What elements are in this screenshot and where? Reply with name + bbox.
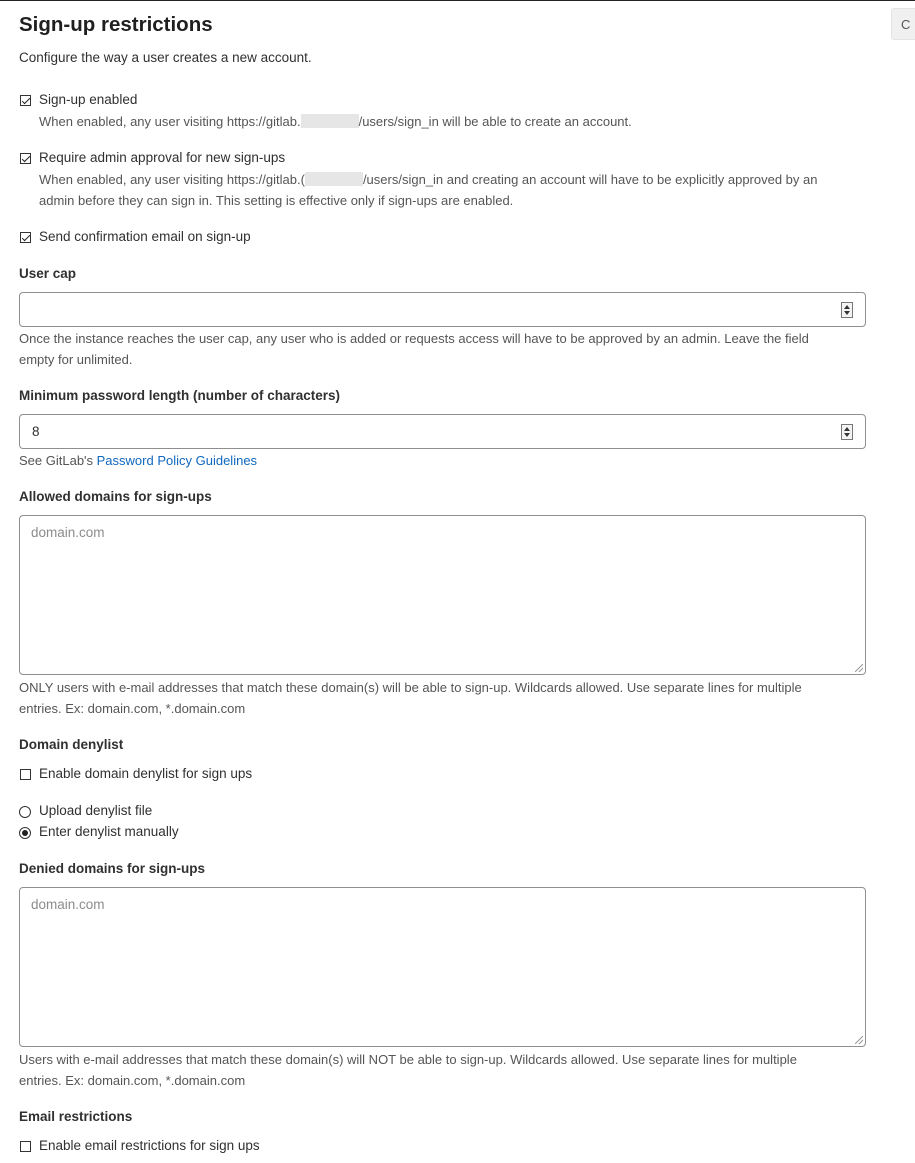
denylist-enable-label[interactable]: Enable domain denylist for sign ups [39,766,253,781]
spinner-down-icon[interactable] [844,311,850,315]
manual-denylist-radio[interactable] [19,827,31,839]
signup-enabled-label[interactable]: Sign-up enabled [39,92,138,107]
redacted-host [305,172,363,186]
allowed-domains-help-line2: entries. Ex: domain.com, *.domain.com [19,701,246,716]
spinner-up-icon[interactable] [844,305,850,309]
admin-approval-help [39,169,818,190]
email-restrictions-label: Email restrictions [19,1109,133,1124]
signup-enabled-checkbox[interactable] [20,95,31,106]
email-restrictions-enable-label[interactable]: Enable email restrictions for sign ups [39,1138,260,1153]
admin-approval-checkbox[interactable] [20,153,31,164]
allowed-domains-help: ONLY users with e-mail addresses that match these domain(s) will be able to sign-up. Wildcards allowed. Use separate lines for multiple [19,680,802,695]
help-text: See GitLab's [19,453,97,468]
section-description: Configure the way a user creates a new account. [19,50,312,65]
user-cap-label: User cap [19,266,77,281]
help-text: /users/sign_in and creating an account will have to be explicitly approved by an [362,172,818,187]
admin-approval-help-line2: admin before they can sign in. This setting is effective only if sign-ups are enabled. [39,193,514,208]
spinner-down-icon[interactable] [844,433,850,437]
help-text: When enabled, any user visiting https://gitlab.( [39,172,305,187]
denylist-enable-checkbox[interactable] [20,769,31,780]
number-spinner[interactable] [841,302,853,318]
resize-handle-icon[interactable] [855,1036,863,1044]
denied-domains-placeholder: domain.com [31,897,105,912]
section-title: Sign-up restrictions [19,13,213,36]
help-text: /users/sign_in will be able to create an account. [358,114,632,129]
confirmation-email-label[interactable]: Send confirmation email on sign-up [39,229,251,244]
min-password-help [19,450,257,471]
denied-domains-help-line2: entries. Ex: domain.com, *.domain.com [19,1073,246,1088]
signup-enabled-help [39,111,632,132]
denylist-label: Domain denylist [19,737,124,752]
min-password-value: 8 [32,424,40,439]
upload-denylist-label[interactable]: Upload denylist file [39,803,153,818]
denied-domains-textarea[interactable] [19,887,866,1047]
admin-approval-label[interactable]: Require admin approval for new sign-ups [39,150,286,165]
resize-handle-icon[interactable] [855,664,863,672]
user-cap-input[interactable] [19,292,866,327]
password-policy-link[interactable]: Password Policy Guidelines [96,453,258,468]
manual-denylist-label[interactable]: Enter denylist manually [39,824,179,839]
redacted-host [301,114,359,128]
spinner-up-icon[interactable] [844,427,850,431]
min-password-input[interactable] [19,414,866,449]
allowed-domains-textarea[interactable] [19,515,866,675]
allowed-domains-label: Allowed domains for sign-ups [19,489,212,504]
user-cap-help: Once the instance reaches the user cap, any user who is added or requests access will have to be approved by an admin. Leave the field [19,331,809,346]
collapse-button[interactable]: C [891,8,915,40]
allowed-domains-placeholder: domain.com [31,525,105,540]
denied-domains-help: Users with e-mail addresses that match these domain(s) will NOT be able to sign-up. Wildcards allowed. Use separate lines for multiple [19,1052,797,1067]
email-restrictions-checkbox[interactable] [20,1141,31,1152]
upload-denylist-radio[interactable] [19,806,31,818]
confirmation-email-checkbox[interactable] [20,232,31,243]
user-cap-help-line2: empty for unlimited. [19,352,133,367]
number-spinner[interactable] [841,424,853,440]
help-text: When enabled, any user visiting https://gitlab. [39,114,301,129]
denied-domains-label: Denied domains for sign-ups [19,861,206,876]
min-password-label: Minimum password length (number of characters) [19,388,341,403]
